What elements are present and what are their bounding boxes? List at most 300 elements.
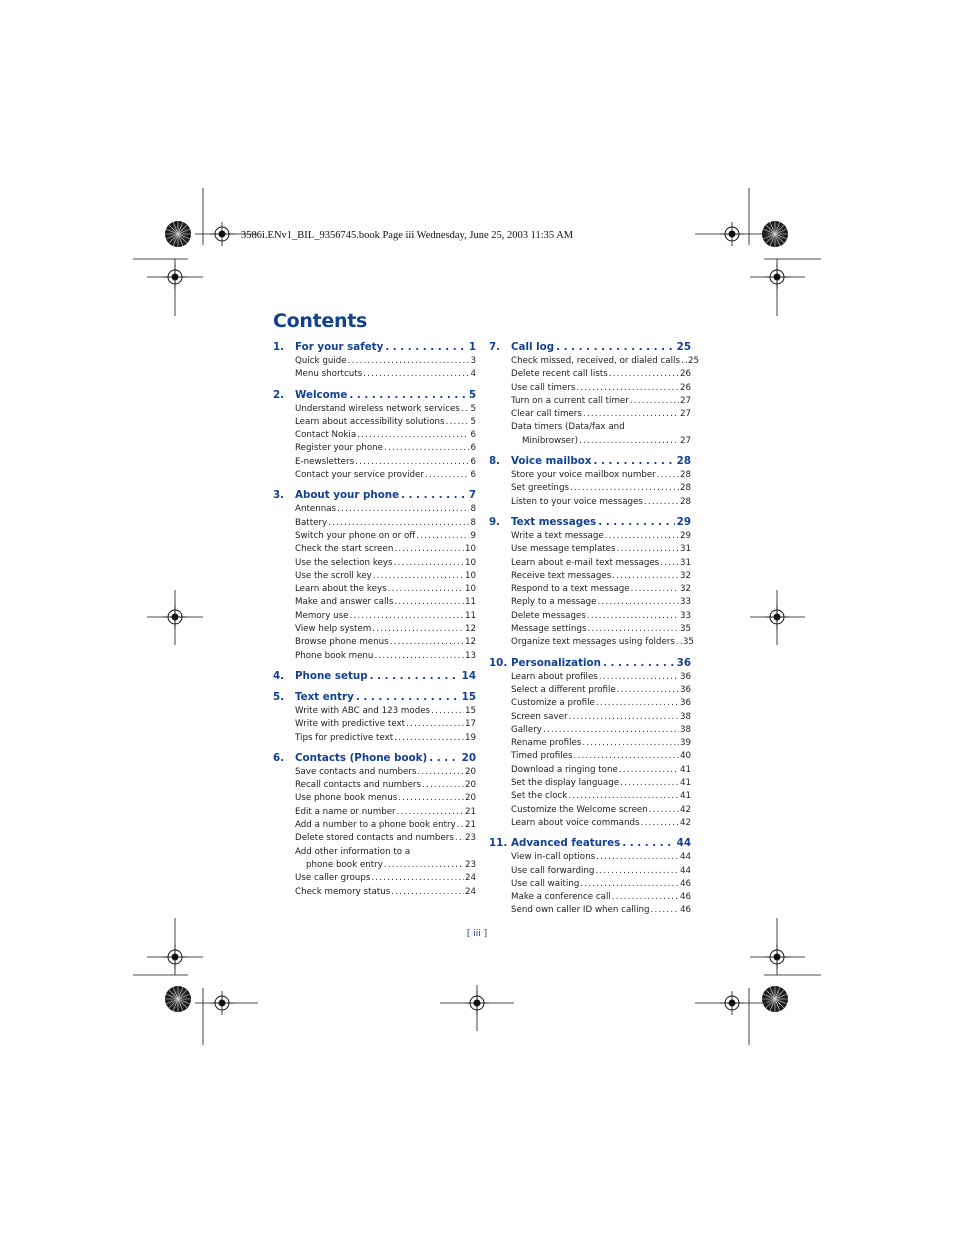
toc-entry[interactable] <box>295 807 476 820</box>
entry-page-number: 6 <box>470 470 476 481</box>
entry-row <box>295 544 476 557</box>
entry-label: Tips for predictive text <box>295 732 394 743</box>
dot-leader <box>391 887 464 897</box>
dot-leader <box>583 409 679 419</box>
toc-entry[interactable] <box>511 396 691 409</box>
entry-page-number: 36 <box>679 671 691 682</box>
entry-page-number: 17 <box>464 719 476 730</box>
toc-column-left <box>273 341 476 906</box>
entry-row <box>295 651 476 664</box>
entry-label: Reply to a message <box>511 597 597 608</box>
section-title: For your safety <box>295 341 384 353</box>
dot-leader <box>568 791 679 801</box>
toc-entry[interactable] <box>295 820 476 833</box>
entry-label: Rename profiles <box>511 738 582 749</box>
toc-entry[interactable] <box>295 624 476 637</box>
entry-row <box>295 833 476 846</box>
entry-page-number: 25 <box>687 356 700 366</box>
dot-leader <box>446 417 470 427</box>
toc-section <box>489 837 691 924</box>
entry-label: Write a text message <box>511 530 604 541</box>
toc-entry[interactable] <box>511 584 691 597</box>
entry-page-number: 10 <box>464 544 476 555</box>
dot-leader <box>619 765 679 775</box>
entry-label: Make and answer calls <box>295 597 394 608</box>
entry-page-number: 32 <box>679 584 691 595</box>
section-number: 5. <box>273 690 285 703</box>
entry-page-number: 10 <box>464 584 476 595</box>
entry-label: Set greetings <box>511 483 569 494</box>
entry-label: Contact Nokia <box>295 430 357 441</box>
dot-leader <box>416 531 469 541</box>
dot-leader <box>328 518 469 528</box>
entry-page-number: 28 <box>679 496 691 507</box>
entry-page-number: 11 <box>464 610 476 621</box>
dot-leader <box>406 719 464 729</box>
entry-row <box>295 733 476 746</box>
entry-label-line2: Minibrowser) <box>522 435 578 446</box>
toc-entry[interactable] <box>511 611 691 624</box>
toc-entry[interactable] <box>295 443 476 456</box>
toc-entry[interactable] <box>295 430 476 443</box>
entry-row <box>511 558 691 571</box>
entry-page-number: 20 <box>464 780 476 791</box>
page-title: Contents <box>273 310 368 332</box>
entry-label-line2: phone book entry <box>306 859 383 870</box>
entry-page-number: 31 <box>679 544 691 555</box>
entry-row <box>295 531 476 544</box>
toc-entry-list <box>295 706 476 746</box>
toc-section <box>489 455 691 516</box>
toc-entry[interactable] <box>295 417 476 430</box>
entry-row <box>295 624 476 637</box>
entry-label: Antennas <box>295 504 337 515</box>
entry-page-number: 41 <box>679 778 691 789</box>
toc-entry[interactable] <box>295 504 476 517</box>
entry-page-number: 46 <box>679 878 691 889</box>
entry-row <box>511 672 691 685</box>
entry-row <box>295 706 476 719</box>
toc-entry[interactable] <box>295 457 476 470</box>
entry-row <box>295 597 476 610</box>
toc-entry-list <box>511 672 691 832</box>
entry-page-number: 13 <box>464 650 476 661</box>
entry-row <box>295 504 476 517</box>
toc-entry[interactable] <box>295 558 476 571</box>
dot-leader <box>401 489 467 501</box>
entry-row <box>511 584 691 597</box>
entry-row <box>511 483 691 496</box>
entry-label: Learn about the keys <box>295 584 387 595</box>
dot-leader <box>603 657 675 669</box>
section-page-number: 1 <box>468 341 476 353</box>
toc-entry[interactable] <box>511 778 691 791</box>
toc-entry[interactable] <box>511 624 691 637</box>
entry-page-number: 33 <box>679 597 691 608</box>
entry-row <box>295 719 476 732</box>
entry-label: Customize the Welcome screen <box>511 804 648 815</box>
entry-page-number: 9 <box>470 530 476 541</box>
toc-entry[interactable] <box>295 611 476 624</box>
toc-entry[interactable] <box>295 369 476 382</box>
toc-entry[interactable] <box>511 497 691 510</box>
entry-row <box>295 369 476 382</box>
entry-page-number: 5 <box>470 416 476 427</box>
entry-row <box>295 457 476 470</box>
entry-label: Use caller groups <box>295 873 371 884</box>
entry-label: Delete messages <box>511 610 586 621</box>
toc-section-heading[interactable] <box>489 455 691 470</box>
toc-entry[interactable] <box>295 767 476 780</box>
entry-page-number: 26 <box>679 382 691 393</box>
entry-row <box>511 470 691 483</box>
entry-page-number: 44 <box>679 852 691 863</box>
toc-column-right <box>489 341 700 925</box>
toc-section-heading[interactable] <box>489 657 691 672</box>
toc-section <box>489 341 700 455</box>
dot-leader <box>543 725 679 735</box>
toc-entry[interactable] <box>295 719 476 732</box>
dot-leader <box>681 356 687 366</box>
dot-leader <box>394 558 464 568</box>
toc-entry-list <box>511 470 691 510</box>
entry-label: Select a different profile <box>511 684 616 695</box>
section-spacer <box>489 919 691 925</box>
dot-leader <box>569 712 679 722</box>
toc-section-heading[interactable] <box>273 489 476 504</box>
section-page-number: 15 <box>461 690 476 703</box>
entry-label: Write with predictive text <box>295 719 406 730</box>
toc-entry[interactable] <box>511 356 700 369</box>
entry-row <box>295 558 476 571</box>
dot-leader <box>587 611 679 621</box>
toc-entry[interactable] <box>511 879 691 892</box>
entry-label: Customize a profile <box>511 698 595 709</box>
toc-entry[interactable] <box>511 470 691 483</box>
toc-entry[interactable] <box>295 780 476 793</box>
toc-entry-list <box>511 530 694 651</box>
entry-row <box>511 637 694 650</box>
toc-section-heading[interactable] <box>489 837 691 852</box>
dot-leader <box>461 404 470 414</box>
dot-leader <box>576 383 679 393</box>
entry-row <box>511 698 691 711</box>
toc-entry[interactable] <box>511 685 691 698</box>
entry-row <box>295 404 476 417</box>
dot-leader <box>422 780 464 790</box>
toc-entry[interactable] <box>295 873 476 886</box>
toc-section <box>273 341 476 389</box>
entry-page-number: 26 <box>679 369 691 380</box>
toc-entry[interactable] <box>295 544 476 557</box>
toc-entry[interactable] <box>511 751 691 764</box>
entry-label: Phone book menu <box>295 650 374 661</box>
entry-label: Make a conference call <box>511 892 611 903</box>
entry-label: Screen saver <box>511 711 568 722</box>
toc-entry[interactable] <box>295 470 476 483</box>
toc-entry[interactable] <box>295 518 476 531</box>
toc-entry[interactable] <box>295 637 476 650</box>
toc-entry[interactable] <box>511 866 691 879</box>
entry-page-number: 5 <box>470 403 476 414</box>
dot-leader <box>612 892 679 902</box>
entry-page-number: 20 <box>464 766 476 777</box>
entry-row <box>511 544 691 557</box>
entry-label: Browse phone menus <box>295 637 389 648</box>
entry-row <box>295 356 476 369</box>
toc-section-heading[interactable] <box>489 341 691 356</box>
dot-leader <box>556 341 675 353</box>
dot-leader <box>630 396 679 406</box>
section-page-number: 29 <box>676 515 691 528</box>
entry-row <box>511 383 691 396</box>
entry-page-number: 19 <box>464 732 476 743</box>
toc-section-heading[interactable] <box>273 670 476 685</box>
toc-entry[interactable] <box>295 531 476 544</box>
section-page-number: 36 <box>676 656 691 669</box>
toc-entry[interactable] <box>511 698 691 711</box>
section-number: 10. <box>489 656 508 669</box>
section-title: Call log <box>511 341 555 353</box>
entry-page-number: 38 <box>679 724 691 735</box>
dot-leader <box>384 860 464 870</box>
entry-page-number: 10 <box>464 570 476 581</box>
entry-page-number: 41 <box>679 764 691 775</box>
toc-entry[interactable] <box>511 805 691 818</box>
entry-row <box>295 887 476 900</box>
dot-leader <box>574 751 679 761</box>
entry-page-number: 28 <box>679 470 691 481</box>
entry-row <box>511 356 700 369</box>
toc-entry[interactable] <box>511 409 691 422</box>
toc-entry[interactable] <box>511 383 691 396</box>
entry-row <box>295 637 476 650</box>
entry-page-number: 42 <box>679 817 691 828</box>
dot-leader <box>612 571 679 581</box>
toc-section-heading[interactable] <box>273 389 476 404</box>
toc-section <box>489 657 691 838</box>
section-number: 8. <box>489 455 501 468</box>
entry-label: Add a number to a phone book entry <box>295 820 456 831</box>
entry-label: Save contacts and numbers <box>295 766 417 777</box>
dot-leader <box>660 558 679 568</box>
toc-entry[interactable] <box>295 733 476 746</box>
section-title: Welcome <box>295 388 348 401</box>
section-title: Text entry <box>295 690 354 703</box>
entry-row <box>295 443 476 456</box>
entry-row <box>295 584 476 597</box>
toc-entry-list <box>295 404 476 484</box>
entry-page-number: 46 <box>679 892 691 903</box>
toc-entry[interactable] <box>295 571 476 584</box>
toc-entry[interactable] <box>511 892 691 905</box>
dot-leader <box>676 637 682 647</box>
entry-label: Listen to your voice messages <box>511 496 643 507</box>
entry-label: Receive text messages <box>511 570 612 581</box>
dot-leader <box>357 430 469 440</box>
toc-entry[interactable] <box>511 637 694 650</box>
entry-label: Send own caller ID when calling <box>511 905 650 916</box>
entry-page-number: 29 <box>679 530 691 541</box>
toc-entry[interactable] <box>511 852 691 865</box>
entry-row <box>511 409 691 422</box>
toc-entry[interactable] <box>295 597 476 610</box>
dot-leader <box>651 905 679 915</box>
toc-entry[interactable] <box>295 706 476 719</box>
toc-entry[interactable] <box>511 558 691 571</box>
section-page-number: 44 <box>676 837 691 850</box>
entry-row <box>295 780 476 793</box>
entry-label: Use call forwarding <box>511 865 595 876</box>
entry-label: Understand wireless network services <box>295 403 460 414</box>
entry-label: Set the clock <box>511 791 568 802</box>
toc-entry-list <box>295 356 476 383</box>
entry-label: Quick guide <box>295 356 347 366</box>
entry-page-number: 39 <box>679 738 691 749</box>
entry-row <box>511 892 691 905</box>
toc-entry[interactable] <box>511 738 691 751</box>
entry-label: Learn about voice commands <box>511 817 640 828</box>
entry-page-number: 15 <box>464 705 476 716</box>
entry-row <box>511 436 691 449</box>
section-page-number: 20 <box>461 751 476 764</box>
entry-page-number: 6 <box>470 456 476 467</box>
entry-label-line1: Add other information to a <box>295 846 411 857</box>
toc-entry[interactable] <box>295 847 476 874</box>
entry-page-number: 35 <box>682 637 694 648</box>
toc-entry[interactable] <box>511 712 691 725</box>
entry-row <box>511 571 691 584</box>
entry-page-number: 20 <box>464 793 476 804</box>
section-number: 1. <box>273 341 285 353</box>
toc-section-heading[interactable] <box>273 752 476 767</box>
entry-page-number: 28 <box>679 483 691 494</box>
entry-label: Turn on a current call timer <box>511 395 629 406</box>
section-number: 6. <box>273 751 285 764</box>
dot-leader <box>425 470 470 480</box>
entry-row <box>511 778 691 791</box>
entry-row <box>511 751 691 764</box>
entry-label: Write with ABC and 123 modes <box>295 705 431 716</box>
section-title: Phone setup <box>295 669 368 682</box>
toc-section <box>273 389 476 490</box>
section-title: About your phone <box>295 489 400 502</box>
section-number: 2. <box>273 388 285 401</box>
dot-leader <box>394 597 464 607</box>
section-page-number: 28 <box>676 455 691 468</box>
entry-row <box>511 611 691 624</box>
entry-page-number: 27 <box>679 395 691 406</box>
print-header-line: 3586i.ENv1_BIL_9356745.book Page iii Wednesday, June 25, 2003 11:35 AM <box>241 230 574 241</box>
dot-leader <box>431 706 464 716</box>
toc-entry-list <box>295 504 476 664</box>
toc-entry[interactable] <box>295 793 476 806</box>
dot-leader <box>622 837 674 849</box>
dot-leader <box>394 544 464 554</box>
entry-page-number: 36 <box>679 698 691 709</box>
entry-row <box>511 866 691 879</box>
entry-page-number: 24 <box>464 873 476 884</box>
dot-leader <box>372 624 464 634</box>
entry-page-number: 33 <box>679 610 691 621</box>
entry-row <box>295 417 476 430</box>
toc-entry[interactable] <box>295 833 476 846</box>
toc-section-heading[interactable] <box>273 341 476 356</box>
toc-entry[interactable] <box>511 571 691 584</box>
dot-leader <box>355 457 469 467</box>
entry-label: Store your voice mailbox number <box>511 470 656 481</box>
entry-row <box>295 767 476 780</box>
dot-leader <box>657 470 679 480</box>
entry-label: Learn about e-mail text messages <box>511 557 660 568</box>
toc-entry[interactable] <box>511 422 691 449</box>
toc-entry[interactable] <box>295 356 476 369</box>
dot-leader <box>597 597 679 607</box>
entry-row <box>511 725 691 738</box>
dot-leader <box>594 455 675 467</box>
entry-page-number: 44 <box>679 865 691 876</box>
toc-entry[interactable] <box>295 651 476 664</box>
dot-leader <box>397 807 464 817</box>
toc-entry[interactable] <box>511 531 691 544</box>
entry-label: Use the selection keys <box>295 557 393 568</box>
entry-page-number: 23 <box>464 833 476 844</box>
entry-label: Timed profiles <box>511 751 573 762</box>
dot-leader <box>582 738 679 748</box>
section-title: Contacts (Phone book) <box>295 751 428 764</box>
dot-leader <box>385 341 467 353</box>
dot-leader <box>356 691 460 703</box>
dot-leader <box>398 793 464 803</box>
toc-entry[interactable] <box>511 483 691 496</box>
entry-label: Organize text messages using folders <box>511 637 675 648</box>
dot-leader <box>429 752 459 764</box>
toc-section-heading[interactable] <box>273 691 476 706</box>
toc-entry[interactable] <box>511 765 691 778</box>
toc-entry[interactable] <box>511 818 691 831</box>
toc-entry[interactable] <box>295 584 476 597</box>
toc-entry[interactable] <box>295 404 476 417</box>
entry-row <box>511 765 691 778</box>
entry-label: Respond to a text message <box>511 584 630 595</box>
toc-entry[interactable] <box>511 369 691 382</box>
entry-label: Check missed, received, or dialed calls <box>511 356 680 366</box>
toc-entry[interactable] <box>295 887 476 900</box>
entry-row <box>511 531 691 544</box>
dot-leader <box>388 584 464 594</box>
entry-page-number: 36 <box>679 684 691 695</box>
toc-entry[interactable] <box>511 544 691 557</box>
entry-page-number: 24 <box>464 886 476 897</box>
entry-label: Switch your phone on or off <box>295 530 416 541</box>
toc-entry[interactable] <box>511 905 691 918</box>
dot-leader <box>374 651 464 661</box>
dot-leader <box>348 356 470 366</box>
toc-section-heading[interactable] <box>489 516 691 531</box>
entry-row <box>511 879 691 892</box>
toc-entry[interactable] <box>511 672 691 685</box>
dot-leader <box>596 698 679 708</box>
toc-entry[interactable] <box>511 791 691 804</box>
entry-page-number: 8 <box>470 517 476 528</box>
entry-page-number: 31 <box>679 557 691 568</box>
dot-leader <box>371 873 464 883</box>
dot-leader <box>617 685 679 695</box>
toc-entry[interactable] <box>511 725 691 738</box>
toc-entry[interactable] <box>511 597 691 610</box>
entry-label: Edit a name or number <box>295 806 396 817</box>
entry-label: Use message templates <box>511 544 616 555</box>
